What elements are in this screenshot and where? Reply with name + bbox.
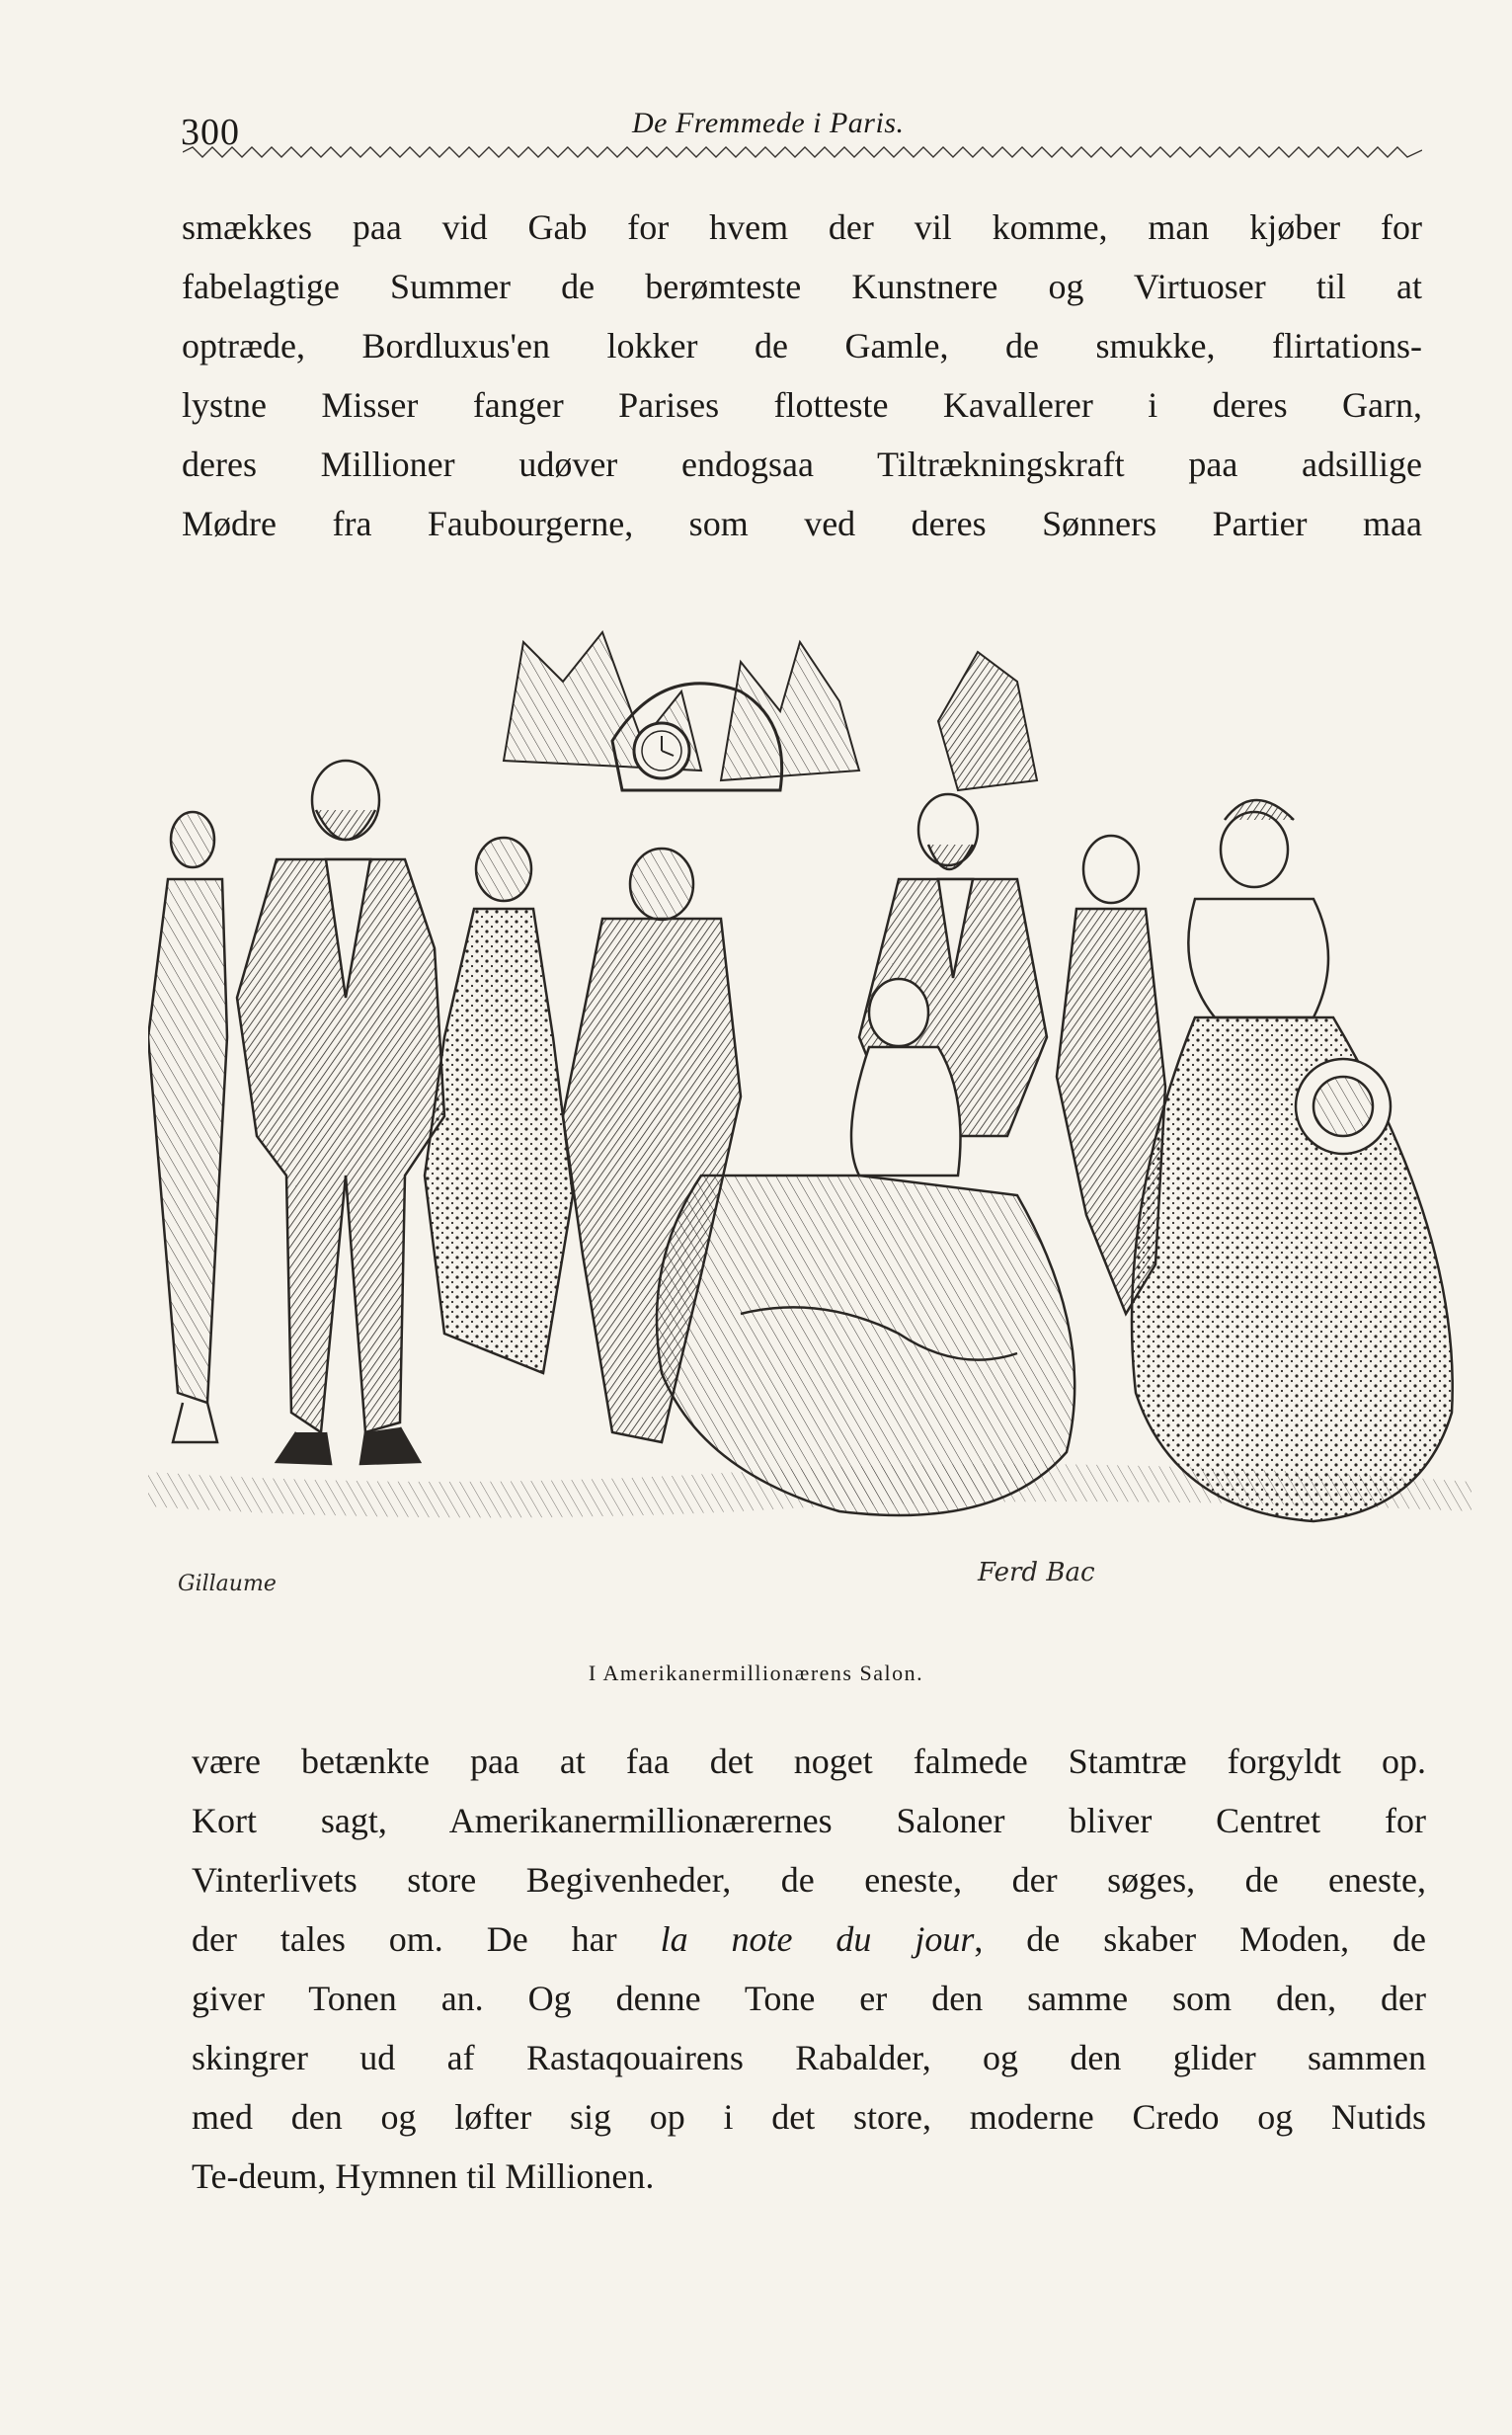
text-line: smækkes paa vid Gab for hvem der vil komme, man kjøber for [182,207,1422,247]
body-text-top [182,198,1422,553]
text-line: Te-deum, Hymnen til Millionen. [192,2156,655,2196]
text-line: giver Tonen an. Og denne Tone er den samme som den, der [192,1979,1426,2018]
salon-illustration [148,622,1472,1615]
text-line [192,1909,1426,1969]
artist-signature-right [977,1558,1095,1587]
body-text-bottom [192,1732,1426,2206]
text-line: være betænkte paa at faa det noget falmede Stamtræ forgyldt op. [192,1742,1426,1781]
figure-man-tailcoat [237,761,444,1464]
text-line: Mødre fra Faubourgerne, som ved deres Sønners Partier maa [182,504,1422,543]
text-segment: , de skaber Moden, de [974,1919,1426,1959]
text-line: skingrer ud af Rastaqouairens Rabalder, og den glider sammen [192,2038,1426,2077]
artist-signature-left [178,1572,277,1596]
text-line: deres Millioner udøver endogsaa Tiltrækningskraft paa adsillige [182,445,1422,484]
background-curtains [504,632,1037,790]
text-line: optræde, Bordluxus'en lokker de Gamle, de smukke, flirtations- [182,326,1422,365]
page-number: 300 [181,112,240,153]
text-line: lystne Misser fanger Parises flotteste Kavallerer i deres Garn, [182,385,1422,425]
figure-man-left [148,812,227,1442]
svg-text:Gillaume: Gillaume [178,1572,277,1596]
italic-phrase: la note du jour [660,1919,975,1959]
illustration-caption: I Amerikanermillionærens Salon. [588,1661,924,1685]
text-segment: der tales om. De har [192,1919,661,1959]
running-head: De Fremmede i Paris. [632,107,905,139]
figure-lady-left [425,838,573,1373]
text-line: fabelagtige Summer de berømteste Kunstnere og Virtuoser til at [182,267,1422,306]
text-line: Kort sagt, Amerikanermillionærernes Saloner bliver Centret for [192,1801,1426,1840]
figure-lady-right [1132,800,1453,1521]
decorative-rule [183,144,1422,160]
text-line: med den og løfter sig op i det store, moderne Credo og Nutids [192,2097,1426,2137]
text-line: Vinterlivets store Begivenheder, de eneste, der søges, de eneste, [192,1860,1426,1900]
svg-text:Ferd Bac: Ferd Bac [978,1558,1095,1587]
